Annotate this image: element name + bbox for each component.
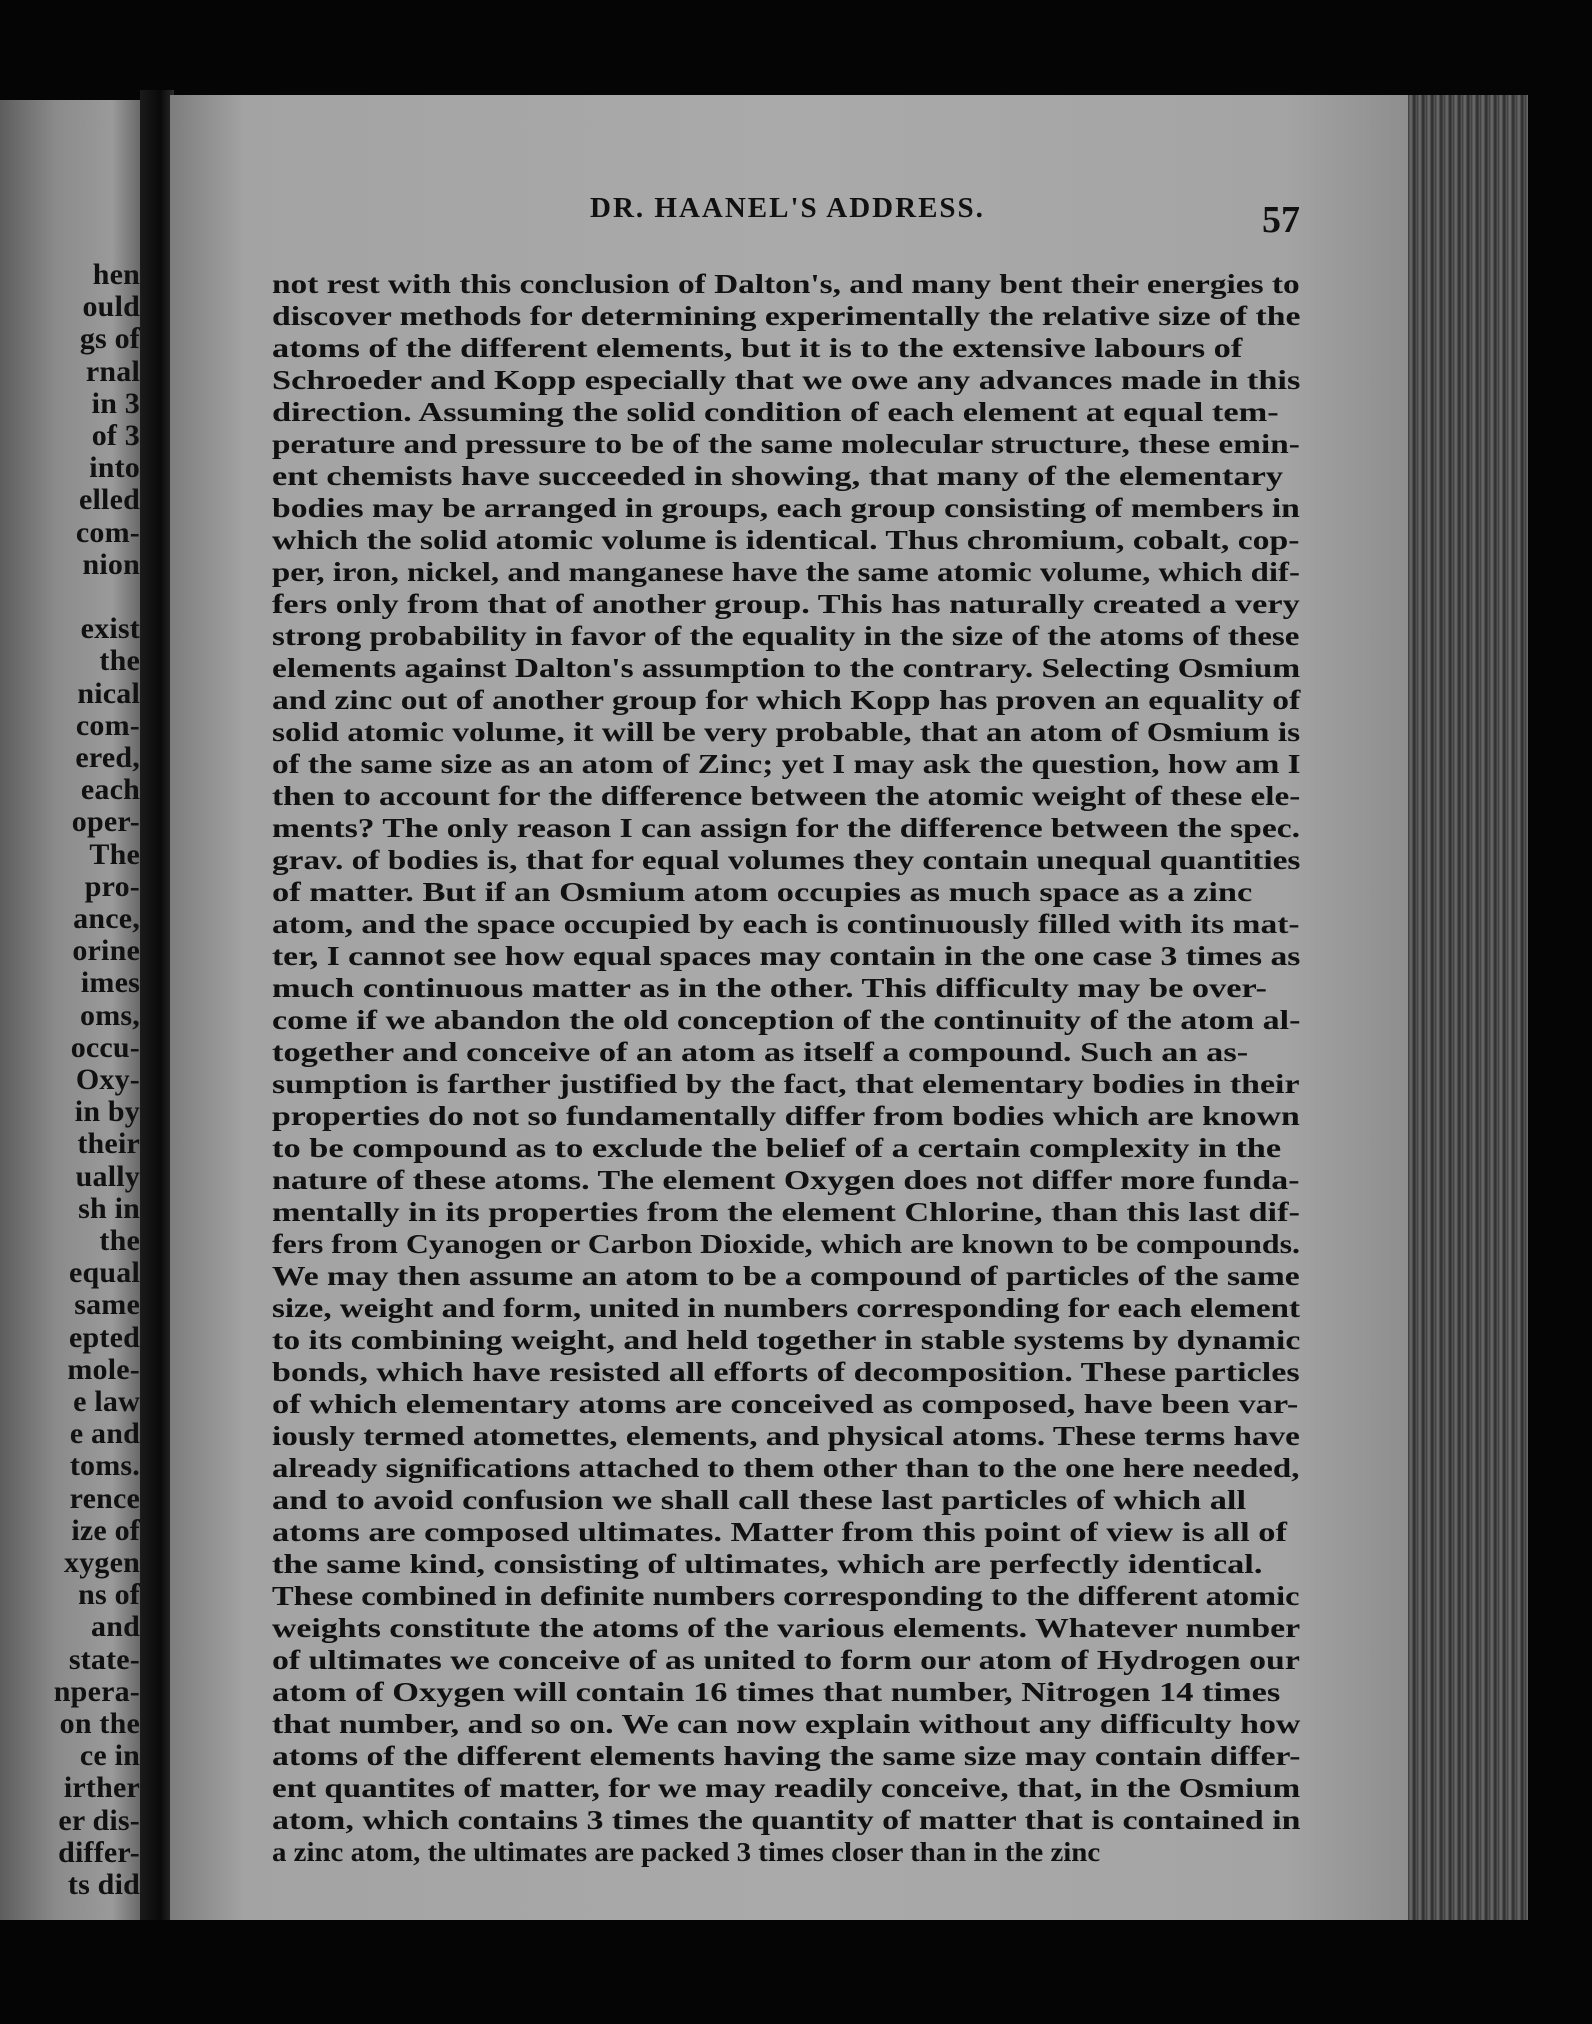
facing-page-fragment: toms.: [69, 1449, 140, 1483]
text-line: and zinc out of another group for which Kopp has proven an equality of: [272, 684, 1301, 715]
facing-page-fragment: ts did: [67, 1868, 140, 1901]
facing-page-fragment: of 3: [91, 419, 140, 452]
text-line: of which elementary atoms are conceived as composed, have been var-: [272, 1388, 1299, 1419]
facing-page-fragment: in 3: [91, 386, 140, 420]
text-line: perature and pressure to be of the same molecular structure, these emin-: [272, 428, 1300, 459]
facing-page-fragment: npera-: [53, 1674, 140, 1708]
text-line: to its combining weight, and held together in stable systems by dynamic: [272, 1324, 1301, 1355]
text-line: weights constitute the atoms of the various elements. Whatever number: [272, 1612, 1301, 1643]
text-line: which the solid atomic volume is identical. Thus chromium, cobalt, cop-: [272, 524, 1300, 555]
text-line: fers only from that of another group. This has naturally created a very: [272, 588, 1300, 619]
facing-page-fragment: The: [89, 837, 140, 871]
text-line: elements against Dalton's assumption to the contrary. Selecting Osmium: [272, 652, 1301, 683]
text-line: direction. Assuming the solid condition of each element at equal tem-: [272, 396, 1279, 427]
facing-page-fragment: their: [77, 1127, 140, 1161]
text-line: nature of these atoms. The element Oxygen does not differ more funda-: [272, 1164, 1300, 1195]
facing-page-fragment: rence: [69, 1481, 140, 1515]
text-line: per, iron, nickel, and manganese have the same atomic volume, which dif-: [272, 556, 1300, 587]
text-line: We may then assume an atom to be a compound of particles of the same: [272, 1260, 1300, 1291]
facing-page-fragment: rnal: [85, 354, 140, 388]
facing-page-fragment: state-: [68, 1642, 140, 1676]
text-line: atoms are composed ultimates. Matter from this point of view is all of: [272, 1516, 1287, 1547]
text-line: ent quantites of matter, for we may readily conceive, that, in the Osmium: [272, 1772, 1301, 1803]
facing-page-fragment: epted: [69, 1320, 140, 1354]
text-line: iously termed atomettes, elements, and physical atoms. These terms have: [272, 1420, 1300, 1451]
facing-page-fragment: oms,: [80, 998, 140, 1032]
text-line: discover methods for determining experimentally the relative size of the: [272, 300, 1301, 331]
book-gutter: [140, 90, 174, 1920]
text-line: of ultimates we conceive of as united to form our atom of Hydrogen our: [272, 1644, 1300, 1675]
facing-page-fragment: e law: [73, 1385, 140, 1418]
facing-page-fragment: Oxy-: [75, 1063, 140, 1096]
text-line: solid atomic volume, it will be very probable, that an atom of Osmium is: [272, 716, 1301, 747]
running-head: DR. HAANEL'S ADDRESS.: [590, 192, 985, 224]
text-line: of matter. But if an Osmium atom occupies as much space as a zinc: [272, 876, 1253, 907]
facing-page-fragment: com-: [75, 708, 140, 742]
facing-page-fragment: xygen: [64, 1546, 140, 1579]
text-line: come if we abandon the old conception of the continuity of the atom al-: [272, 1004, 1301, 1035]
text-line: ments? The only reason I can assign for the difference between the spec.: [272, 812, 1301, 843]
page-number: 57: [1262, 199, 1300, 241]
text-line: Schroeder and Kopp especially that we owe any advances made in this: [272, 364, 1301, 395]
text-line: then to account for the difference between the atomic weight of these ele-: [272, 780, 1301, 811]
facing-page-fragment: irther: [63, 1771, 140, 1805]
facing-page-fragment: equal: [68, 1256, 140, 1290]
facing-page-fragment: differ-: [58, 1835, 140, 1869]
facing-page-fragment: ould: [82, 290, 140, 324]
facing-page-fragment: hen: [92, 258, 140, 291]
facing-page-fragment: oper-: [71, 805, 140, 839]
facing-page-fragment: ually: [75, 1159, 140, 1193]
facing-page-fragment: exist: [80, 612, 140, 646]
text-line: mentally in its properties from the element Chlorine, than this last dif-: [272, 1196, 1300, 1227]
facing-page-fragment: mole-: [67, 1352, 140, 1386]
facing-page-fragment: e and: [69, 1417, 140, 1451]
facing-page-fragment: into: [89, 451, 140, 485]
text-line: properties do not so fundamentally differ from bodies which are known: [272, 1100, 1300, 1131]
text-line: atom, and the space occupied by each is continuously filled with its mat-: [272, 908, 1300, 939]
text-line: atoms of the different elements, but it is to the extensive labours of: [272, 332, 1243, 363]
facing-page-fragment: nion: [82, 547, 140, 581]
text-line: bodies may be arranged in groups, each group consisting of members in: [272, 492, 1300, 523]
text-line: and to avoid confusion we shall call these last particles of which all: [272, 1484, 1247, 1515]
facing-page-fragment: the: [99, 644, 140, 678]
text-line: much continuous matter as in the other. This difficulty may be over-: [272, 972, 1267, 1003]
facing-page-fragment: com-: [75, 515, 140, 549]
facing-page-fragment: and: [91, 1610, 140, 1644]
facing-page-fragment: in by: [74, 1095, 140, 1129]
facing-page-fragment: ance,: [73, 902, 140, 935]
text-line: to be compound as to exclude the belief of a certain complexity in the: [272, 1132, 1282, 1163]
text-line: already significations attached to them other than to the one here needed,: [272, 1452, 1300, 1483]
facing-page-fragment: nical: [77, 676, 140, 710]
text-line: of the same size as an atom of Zinc; yet I may ask the question, how am I: [272, 748, 1301, 779]
facing-page-fragment: each: [80, 773, 140, 807]
text-line: not rest with this conclusion of Dalton's, and many bent their energies to: [272, 268, 1300, 299]
text-line: grav. of bodies is, that for equal volumes they contain unequal quantities: [272, 844, 1301, 875]
facing-page-fragment: occu-: [70, 1030, 140, 1064]
facing-page-fragment: gs of: [79, 322, 140, 356]
text-line: together and conceive of an atom as itself a compound. Such an as-: [272, 1036, 1249, 1067]
facing-page-fragment: imes: [80, 966, 140, 1000]
facing-page-fragment: ize of: [71, 1513, 140, 1547]
text-line: ter, I cannot see how equal spaces may contain in the one case 3 times as: [272, 940, 1301, 971]
facing-page-fragment: ns of: [78, 1578, 140, 1612]
facing-page-fragment: orine: [72, 934, 140, 968]
text-line: These combined in definite numbers corresponding to the different atomic: [272, 1580, 1300, 1611]
text-line: atom of Oxygen will contain 16 times that number, Nitrogen 14 times: [272, 1676, 1281, 1707]
facing-page-fragment: ce in: [79, 1739, 140, 1773]
text-line: sumption is farther justified by the fact, that elementary bodies in their: [272, 1068, 1300, 1099]
facing-page: [0, 100, 140, 1920]
text-line: strong probability in favor of the equality in the size of the atoms of these: [272, 620, 1300, 651]
facing-page-fragment: same: [74, 1288, 140, 1322]
facing-page-fragment: pro-: [84, 869, 140, 903]
facing-page-fragment: on the: [59, 1707, 140, 1740]
text-line: size, weight and form, united in numbers corresponding for each element: [272, 1292, 1301, 1323]
text-line: atom, which contains 3 times the quantity of matter that is contained in: [272, 1804, 1301, 1835]
page-edges: [1408, 95, 1528, 1920]
text-line: atoms of the different elements having the same size may contain differ-: [272, 1740, 1301, 1771]
text-line: bonds, which have resisted all efforts of decomposition. These particles: [272, 1356, 1300, 1387]
text-line: that number, and so on. We can now explain without any difficulty how: [272, 1708, 1301, 1739]
facing-page-fragment: elled: [79, 483, 140, 517]
facing-page-fragment: the: [99, 1224, 140, 1257]
facing-page-fragment: ered,: [75, 741, 140, 774]
text-line: fers from Cyanogen or Carbon Dioxide, which are known to be compounds.: [272, 1228, 1300, 1259]
facing-page-fragment: sh in: [78, 1191, 140, 1225]
text-line: ent chemists have succeeded in showing, that many of the elementary: [272, 460, 1284, 491]
text-line: the same kind, consisting of ultimates, which are perfectly identical.: [272, 1548, 1263, 1579]
facing-page-fragment: er dis-: [58, 1803, 140, 1837]
text-line: a zinc atom, the ultimates are packed 3 times closer than in the zinc: [272, 1836, 1101, 1867]
